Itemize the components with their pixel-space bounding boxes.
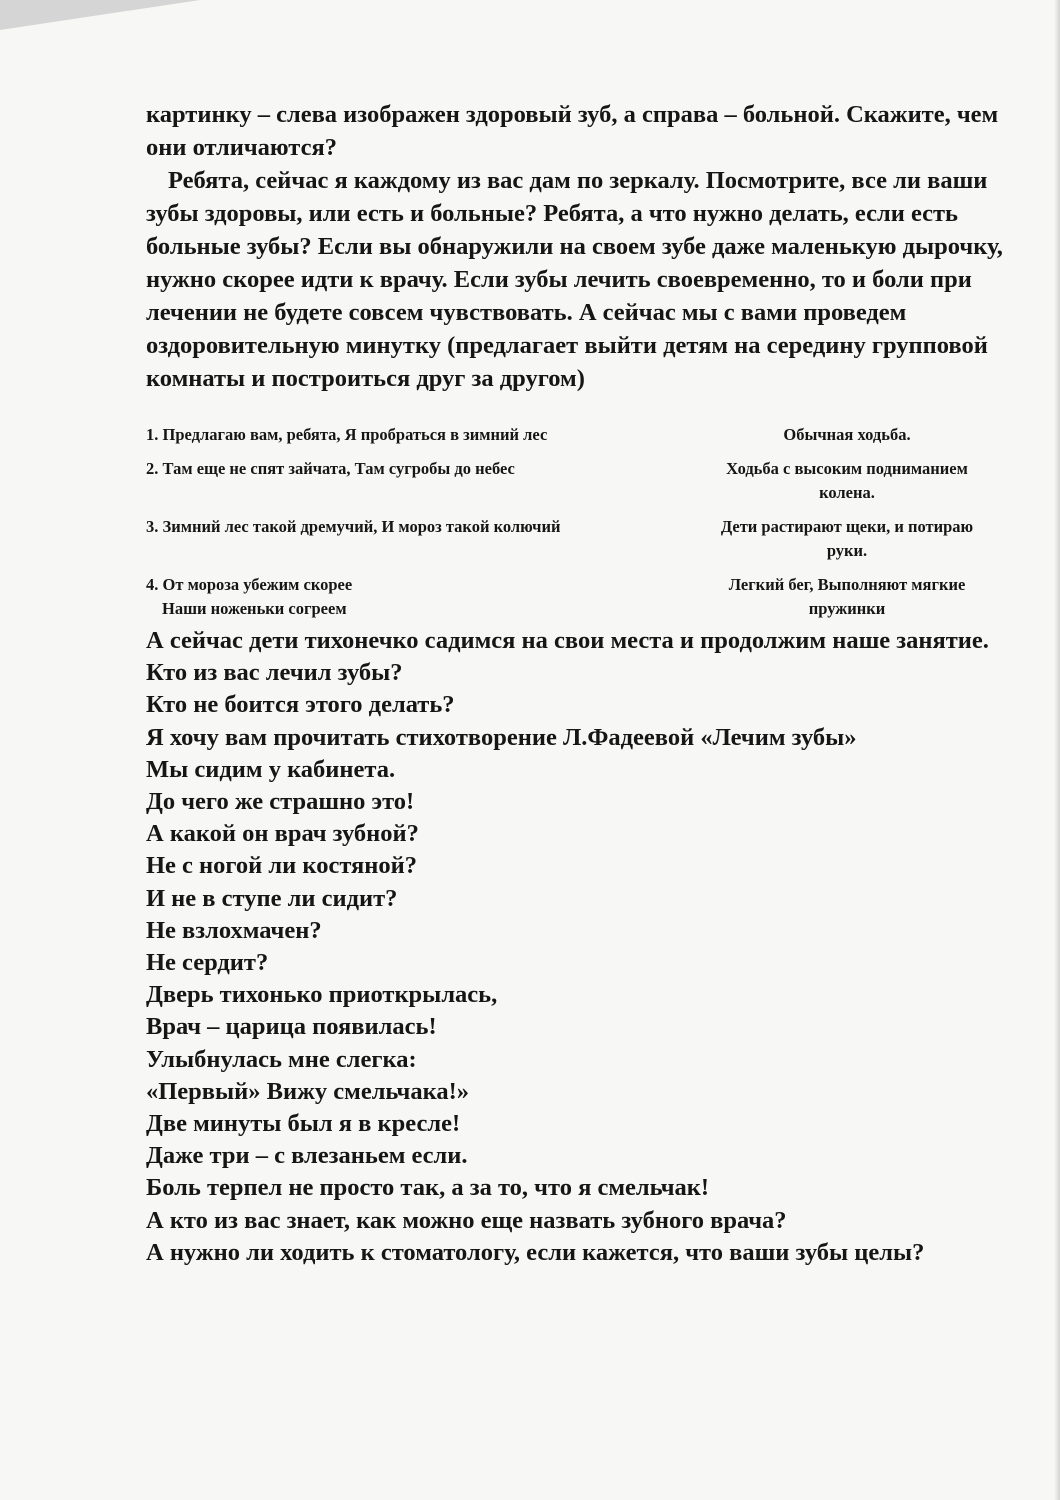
exercise-row [146,515,986,573]
exercise-verse: 1. Предлагаю вам, ребята, Я пробраться в зимний лес [146,425,548,444]
poem-line: «Первый» Вижу смельчака!» [146,1077,469,1105]
poem-line: Не с ногой ли костяной? [146,852,418,880]
exercise-verse-line: 4. От мороза убежим скорее [146,575,353,594]
poem-line: Не сердит? [146,949,269,977]
conversation-and-poem [146,625,1006,1269]
poem-line: До чего же страшно это! [146,788,415,816]
exercise-table [146,423,986,621]
text-line: А сейчас дети тихонечко садимся на свои места и продолжим наше занятие. [146,627,989,654]
intro-paragraph-2: Ребята, сейчас я каждому из вас дам по зеркалу. Посмотрите, все ли ваши зубы здоровы, или есть и больные? Ребята, а что нужно делать, если есть больные зубы? Если вы обнаружили на своем зубе даже маленькую дырочку, нужно скорее идти к врачу. Если зубы лечить своевременно, то и боли при лечении не будете совсем чувствовать. А сейчас мы с вами проведем оздоровительную минутку (предлагает выйти детям на середину групповой комнаты и построиться друг за другом) [146,167,1003,392]
exercise-row [146,573,986,621]
poem-line: Мы сидим у кабинета. [146,755,396,783]
poem-line: А какой он врач зубной? [146,820,419,848]
text-line: А нужно ли ходить к стоматологу, если кажется, что ваши зубы целы? [146,1238,925,1266]
scan-edge-shadow [1054,0,1060,1500]
exercise-action: Дети растирают щеки, и потираю руки. [720,517,974,560]
poem-line: Улыбнулась мне слегка: [146,1045,417,1073]
text-line: Кто не боится этого делать? [146,691,455,719]
exercise-verse: 2. Там еще не спят зайчата, Там сугробы до небес [146,459,515,478]
text-line: А кто из вас знает, как можно еще назвать зубного врача? [146,1206,787,1234]
intro-paragraph-1: картинку – слева изображен здоровый зуб, а справа – больной. Скажите, чем они отличаются? [146,101,999,161]
poem-line: Не взлохмачен? [146,916,322,944]
exercise-action: Обычная ходьба. [783,425,911,444]
exercise-row [146,457,986,515]
poem-line: Врач – царица появилась! [146,1013,437,1041]
text-line: Кто из вас лечил зубы? [146,659,403,687]
poem-line: Две минуты был я в кресле! [146,1110,461,1138]
exercise-verse [146,573,708,621]
exercise-verse: 3. Зимний лес такой дремучий, И мороз такой колючий [146,517,561,536]
document-page [146,98,1006,1269]
poem-line: Дверь тихонько приоткрылась, [146,981,498,1009]
text-line: Я хочу вам прочитать стихотворение Л.Фадеевой «Лечим зубы» [146,723,857,751]
exercise-action: Легкий бег, Выполняют мягкие пружинки [728,575,966,618]
poem-line: Даже три – с влезаньем если. [146,1142,468,1170]
poem-line: И не в ступе ли сидит? [146,884,398,912]
poem-line: Боль терпел не просто так, а за то, что я смельчак! [146,1174,710,1202]
exercise-action: Ходьба с высоким подниманием колена. [726,459,968,502]
exercise-row [146,423,986,457]
exercise-verse-line: Наши ноженьки согреем [162,599,347,618]
scan-corner-shadow [0,0,200,30]
